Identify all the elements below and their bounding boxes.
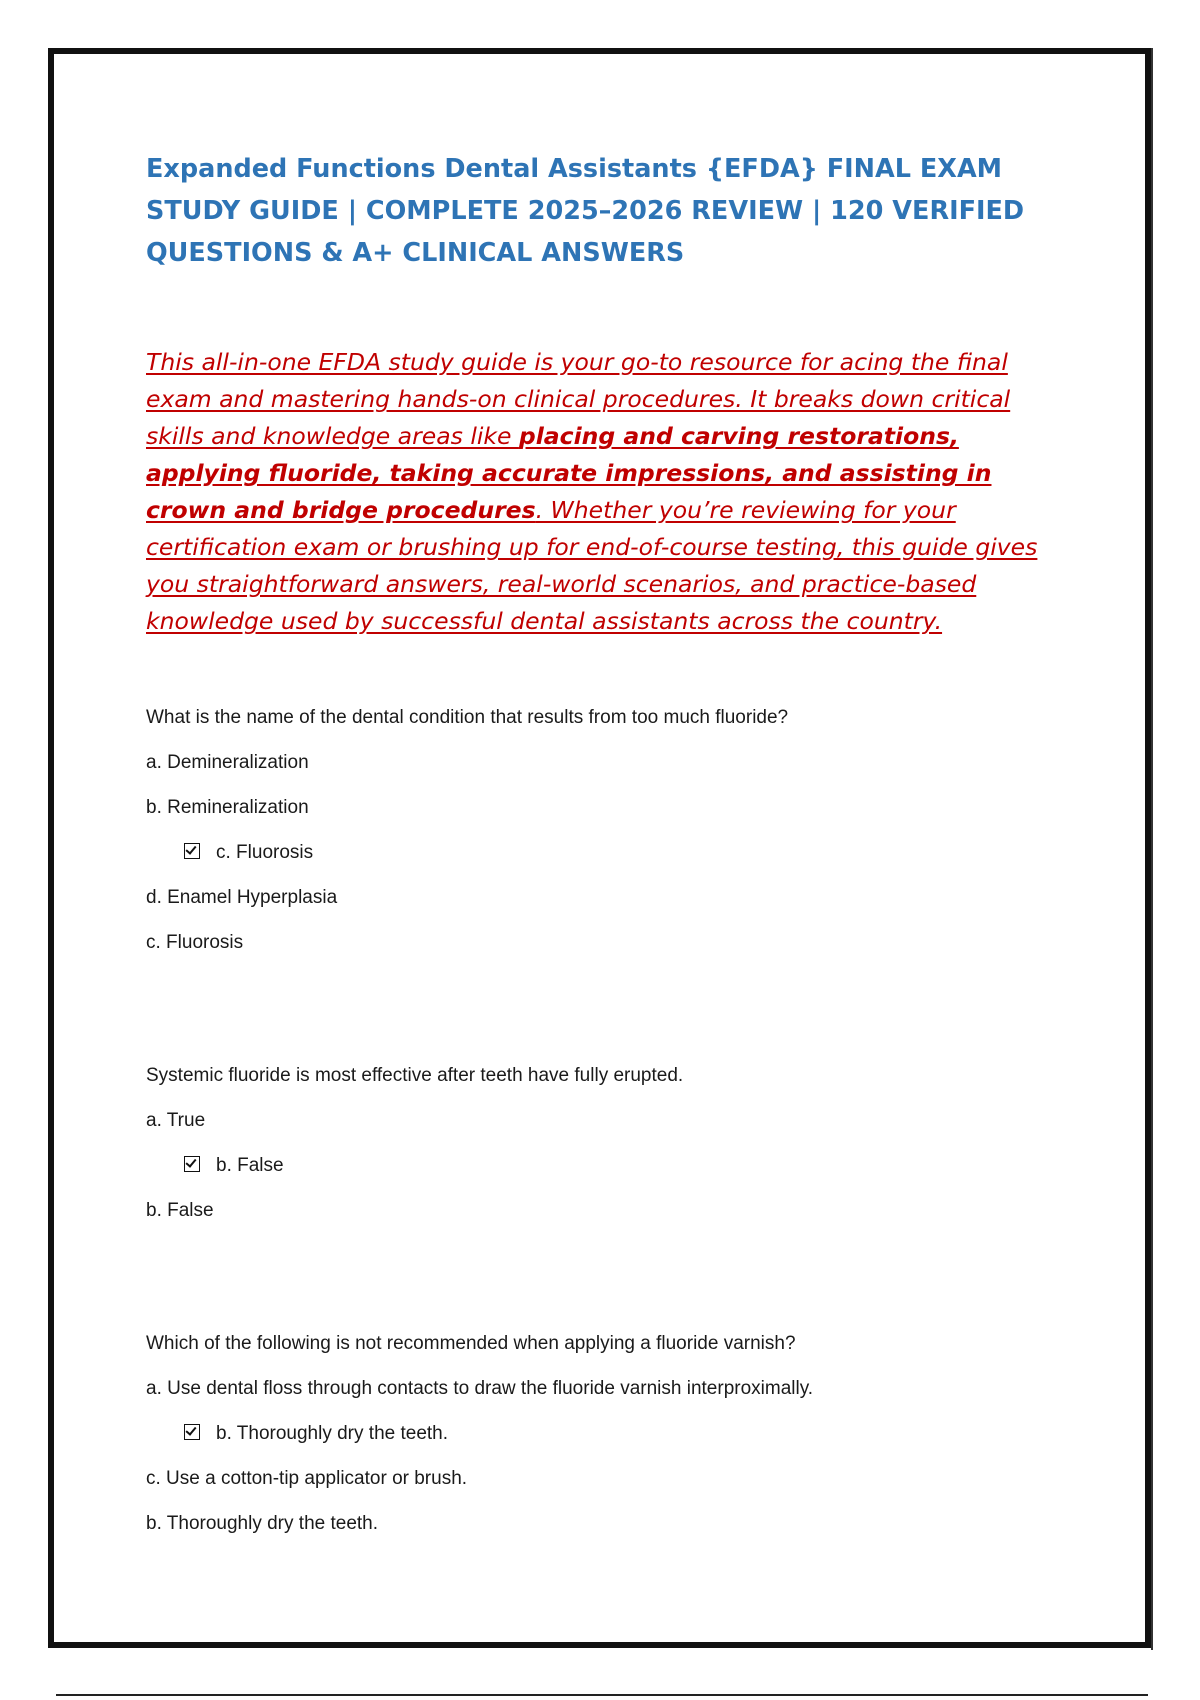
question-text: What is the name of the dental condition that results from too much fluoride? [146, 707, 789, 728]
intro-bold-skills: placing and carving restorations, applying fluoride, taking accurate impressions, and assisting in crown and bridge procedures [146, 422, 992, 524]
question-block-2 [146, 1062, 1066, 1242]
correct-option [146, 1152, 1066, 1197]
option-a: a. Use dental floss through contacts to draw the fluoride varnish interproximally. [146, 1378, 814, 1399]
question-text: Which of the following is not recommended when applying a fluoride varnish? [146, 1333, 796, 1354]
correct-option-label: b. Thoroughly dry the teeth. [216, 1423, 449, 1444]
intro-text-end: . Whether you’re reviewing for your certification exam or brushing up for end-of-course testing, this guide gives you straightforward answers, real-world scenarios, and practice-based knowledge used by successful dental assistants across the country. [146, 496, 1038, 635]
correct-option [146, 1420, 1066, 1465]
option-b: b. Remineralization [146, 797, 309, 818]
question-block-3 [146, 1330, 1066, 1555]
option-d: d. Enamel Hyperplasia [146, 887, 338, 908]
checkbox-checked-icon [184, 1156, 200, 1172]
option-a: a. True [146, 1110, 206, 1131]
intro-paragraph [146, 344, 1066, 640]
correct-option-label: b. False [216, 1155, 284, 1176]
checkbox-checked-icon [184, 843, 200, 859]
document-content [146, 148, 1066, 1555]
correct-option [146, 839, 1066, 884]
document-title: Expanded Functions Dental Assistants {EFDA} FINAL EXAM STUDY GUIDE | COMPLETE 2025–2026 REVIEW | 120 VERIFIED QUESTIONS & A+ CLINICAL ANSWERS [146, 154, 1025, 268]
intro-text-start: This all-in-one EFDA study guide is your go-to resource for acing the final exam and mastering hands-on clinical procedures. It breaks down critical skills and knowledge areas like [146, 348, 1011, 450]
option-c: c. Use a cotton-tip applicator or brush. [146, 1468, 468, 1489]
question-block-1 [146, 704, 1066, 974]
correct-option-label: c. Fluorosis [216, 842, 314, 863]
answer-text: b. Thoroughly dry the teeth. [146, 1513, 379, 1534]
answer-text: c. Fluorosis [146, 932, 244, 953]
question-text: Systemic fluoride is most effective after teeth have fully erupted. [146, 1065, 684, 1086]
bottom-divider [56, 1694, 1148, 1696]
answer-text: b. False [146, 1200, 214, 1221]
checkbox-checked-icon [184, 1424, 200, 1440]
option-a: a. Demineralization [146, 752, 309, 773]
